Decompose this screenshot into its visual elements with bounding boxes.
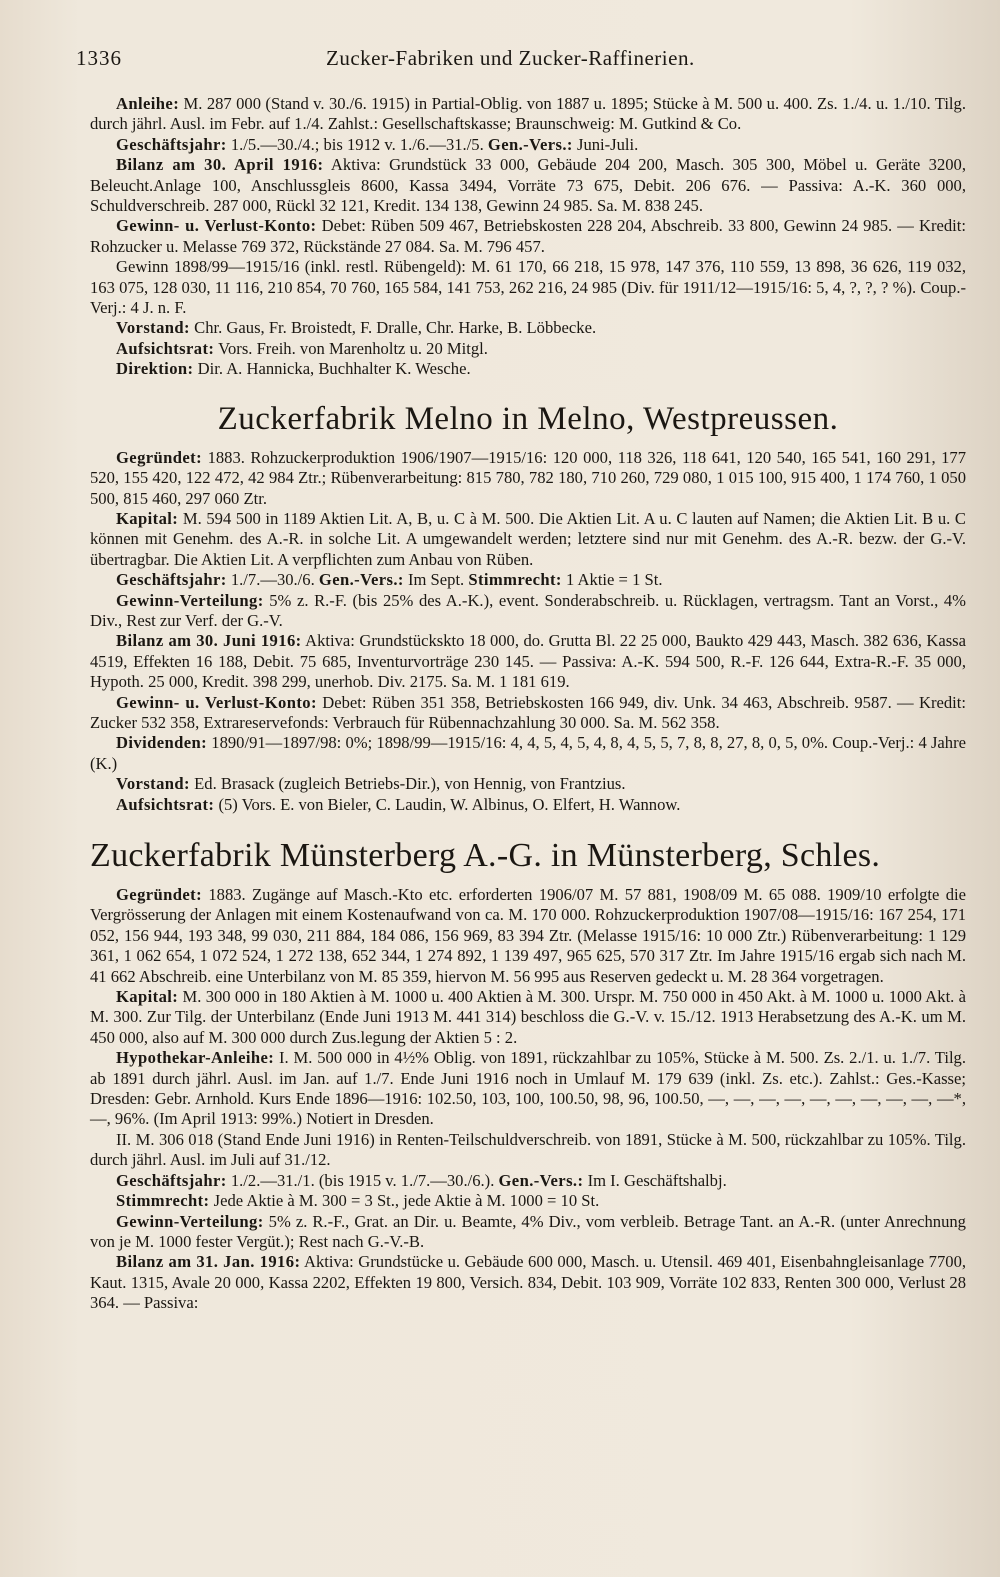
muensterberg-anleihe-label: Hypothekar-Anleihe: xyxy=(116,1048,275,1068)
muensterberg-gegruendet-paragraph xyxy=(90,885,966,987)
direktion-text: Dir. A. Hannicka, Buchhalter K. Wesche. xyxy=(197,359,471,379)
direktion-label: Direktion: xyxy=(116,359,194,379)
muensterberg-gen-vers-label: Gen.-Vers.: xyxy=(498,1170,584,1190)
melno-stimmrecht-label: Stimmrecht: xyxy=(468,570,562,590)
geschaeftsjahr-label: Geschäftsjahr: xyxy=(116,134,227,154)
melno-gewinn-verlust-text: Debet: Rüben 351 358, Betriebskosten 166 949, div. Unk. 34 463, Abschreib. 9587. — Kredit: Zucker 532 358, Extrareservefonds: Verbrauch für Rübennachzahlung 30 000. Sa. M. 562 358. xyxy=(90,692,966,732)
melno-kapital-label: Kapital: xyxy=(116,508,179,528)
muensterberg-gewinn-verteilung-paragraph xyxy=(90,1212,966,1253)
muensterberg-kapital-text: M. 300 000 in 180 Aktien à M. 1000 u. 400 Aktien à M. 300. Urspr. M. 750 000 in 450 Akt. à M. 1000 u. 1000 Akt. à M. 300. Zur Tilg. der Unterbilanz (Ende Juni 1913 M. 441 314) beschloss die G.-V. v. 15./12. 1913 Herabsetzung des A.-K. um M. 450 000, also auf M. 300 000 durch Zus.legung der Aktien 5 : 2. xyxy=(90,987,966,1047)
gewinn-verlust-paragraph xyxy=(90,216,966,257)
melno-gegruendet-text: 1883. Rohzuckerproduktion 1906/1907—1915/16: 120 000, 118 326, 118 641, 120 540, 165 541, 160 291, 177 520, 155 420, 122 472, 42 984 Ztr.; Rübenverarbeitung: 815 780, 782 180, 710 260, 729 080, 1 015 100, 915 400, 1 174 760, 1 050 500, 815 460, 297 060 Ztr. xyxy=(90,447,966,508)
melno-geschaeftsjahr-text: 1./7.—30./6. xyxy=(230,570,315,590)
section-previous-company xyxy=(90,94,966,380)
melno-bilanz-text: Aktiva: Grundstückskto 18 000, do. Grutta Bl. 22 25 000, Baukto 429 443, Masch. 382 636, Kassa 4519, Effekten 16 188, Debit. 75 685, Inventurvorträge 230 145. — Passiva: A.-K. 594 500, R.-F. 126 644, Extra-R.-F. 35 000, Hypoth. 25 000, Kredit. 398 299, unerhob. Div. 2175. Sa. M. 1 181 619. xyxy=(90,631,967,692)
section-melno xyxy=(90,400,966,815)
bilanz-paragraph xyxy=(90,155,966,216)
muensterberg-kapital-label: Kapital: xyxy=(116,987,179,1007)
muensterberg-geschaeftsjahr-text: 1./2.—31./1. (bis 1915 v. 1./7.—30./6.). xyxy=(230,1170,495,1190)
direktion-paragraph xyxy=(90,359,966,379)
vorstand-text: Chr. Gaus, Fr. Broistedt, F. Dralle, Chr. Harke, B. Löbbecke. xyxy=(194,318,597,338)
melno-gen-vers-text: Im Sept. xyxy=(407,570,465,590)
muensterberg-anleihe-paragraph xyxy=(90,1048,966,1130)
muensterberg-stimmrecht-label: Stimmrecht: xyxy=(116,1191,210,1211)
muensterberg-gewinn-verteilung-label: Gewinn-Verteilung: xyxy=(116,1211,264,1231)
anleihe-paragraph xyxy=(90,94,966,135)
vorstand-paragraph xyxy=(90,318,966,338)
muensterberg-geschaeftsjahr-label: Geschäftsjahr: xyxy=(116,1170,227,1190)
melno-gewinn-verteilung-label: Gewinn-Verteilung: xyxy=(116,590,264,610)
gewinn-history-paragraph: Gewinn 1898/99—1915/16 (inkl. restl. Rübengeld): M. 61 170, 66 218, 15 978, 147 376, 110 559, 13 898, 36 626, 119 032, 163 075, 128 030, 11 116, 210 854, 70 760, 165 584, 141 753, 262 216, 24 985 (Div. für 1911/12—1915/16: 5, 4, ?, ?, ? %). Coup.-Verj.: 4 J. n. F. xyxy=(90,257,966,318)
melno-gewinn-verteilung-paragraph xyxy=(90,591,966,632)
melno-gegruendet-label: Gegründet: xyxy=(116,447,203,467)
melno-bilanz-paragraph xyxy=(90,631,966,692)
melno-bilanz-label: Bilanz am 30. Juni 1916: xyxy=(116,631,302,651)
melno-dividenden-label: Dividenden: xyxy=(116,733,208,753)
muensterberg-heading: Zuckerfabrik Münsterberg A.-G. in Münsterberg, Schles. xyxy=(90,837,881,874)
melno-kapital-text: M. 594 500 in 1189 Aktien Lit. A, B, u. C à M. 500. Die Aktien Lit. A u. C lauten auf Namen; die Aktien Lit. B u. C können mit Genehm. des A.-R. in solche Lit. A umgewandelt werden; letztere sind nur mit Genehm. des A.-R. bezw. der G.-V. übertragbar. Die Aktien Lit. A verpflichten zum Anbau von Rüben. xyxy=(90,508,966,569)
aufsichtsrat-label: Aufsichtsrat: xyxy=(116,338,215,358)
muensterberg-bilanz-paragraph xyxy=(90,1252,966,1313)
gen-vers-text: Juni-Juli. xyxy=(576,134,639,154)
melno-geschaeftsjahr-paragraph xyxy=(90,570,966,590)
geschaeftsjahr-paragraph xyxy=(90,135,966,155)
melno-gegruendet-paragraph xyxy=(90,448,966,509)
melno-dividenden-paragraph xyxy=(90,733,966,774)
muensterberg-bilanz-label: Bilanz am 31. Jan. 1916: xyxy=(116,1252,301,1272)
melno-geschaeftsjahr-label: Geschäftsjahr: xyxy=(116,570,227,590)
section-muensterberg xyxy=(90,837,966,1314)
melno-stimmrecht-text: 1 Aktie = 1 St. xyxy=(566,570,663,590)
muensterberg-anleihe-text: I. M. 500 000 in 4½% Oblig. von 1891, rückzahlbar zu 105%, Stücke à M. 500. Zs. 2./1. u. 1./7. Tilg. ab 1891 durch jährl. Ausl. im Jan. auf 1./7. Ende Juni 1916 noch in Umlauf M. 179 639 (inkl. Zs. etc.). Zahlst.: Ges.-Kasse; Dresden: Gebr. Arnhold. Kurs Ende 1896—1916: 102.50, 103, 100, 100.50, 98, 96, 100.50, —, —, —, —, —, —, —, —, —, —*, —, 96%. (Im April 1913: 99%.) Notiert in Dresden. xyxy=(90,1048,967,1129)
aufsichtsrat-paragraph xyxy=(90,339,966,359)
melno-gewinn-verlust-label: Gewinn- u. Verlust-Konto: xyxy=(116,692,317,712)
gewinn-verlust-text: Debet: Rüben 509 467, Betriebskosten 228 204, Abschreib. 33 800, Gewinn 24 985. — Kredit: Rohzucker u. Melasse 769 372, Rückstände 27 084. Sa. M. 796 457. xyxy=(90,216,966,256)
anleihe-text: M. 287 000 (Stand v. 30./6. 1915) in Partial-Oblig. von 1887 u. 1895; Stücke à M. 500 u. 400. Zs. 1./4. u. 1./10. Tilg. durch jährl. Ausl. im Febr. auf 1./4. Zahlst.: Gesellschaftskasse; Braunschweig: M. Gutkind & Co. xyxy=(90,94,966,134)
muensterberg-gewinn-verteilung-text: 5% z. R.-F., Grat. an Dir. u. Beamte, 4% Div., vom verbleib. Betrage Tant. an A.-R. (unter Anrechnung von je M. 1000 fester Vergüt.); Rest nach G.-V.-B. xyxy=(90,1211,966,1251)
melno-aufsichtsrat-label: Aufsichtsrat: xyxy=(116,794,215,814)
bilanz-label: Bilanz am 30. April 1916: xyxy=(116,155,324,175)
melno-dividenden-text: 1890/91—1897/98: 0%; 1898/99—1915/16: 4, 4, 5, 4, 5, 4, 8, 4, 5, 5, 7, 8, 8, 27, 8, 0, 5, 0%. Coup.-Verj.: 4 Jahre (K.) xyxy=(90,733,966,773)
muensterberg-stimmrecht-paragraph xyxy=(90,1191,966,1211)
gewinn-verlust-label: Gewinn- u. Verlust-Konto: xyxy=(116,216,317,236)
muensterberg-stimmrecht-text: Jede Aktie à M. 300 = 3 St., jede Aktie à M. 1000 = 10 St. xyxy=(213,1191,600,1211)
melno-gewinn-verteilung-text: 5% z. R.-F. (bis 25% des A.-K.), event. Sonderabschreib. u. Rücklagen, vertragsm. Tant an Vorst., 4% Div., Rest zur Verf. der G.-V. xyxy=(90,590,966,630)
muensterberg-gegruendet-label: Gegründet: xyxy=(116,885,203,904)
melno-aufsichtsrat-text: (5) Vors. E. von Bieler, C. Laudin, W. Albinus, O. Elfert, H. Wannow. xyxy=(218,794,681,814)
gen-vers-label: Gen.-Vers.: xyxy=(487,134,573,154)
melno-gewinn-verlust-paragraph xyxy=(90,693,966,734)
vorstand-label: Vorstand: xyxy=(116,318,190,338)
running-head: Zucker-Fabriken und Zucker-Raffinerien. xyxy=(326,46,695,70)
melno-gen-vers-label: Gen.-Vers.: xyxy=(318,570,404,590)
page-header xyxy=(76,46,956,76)
muensterberg-geschaeftsjahr-paragraph xyxy=(90,1171,966,1191)
muensterberg-gen-vers-text: Im I. Geschäftshalbj. xyxy=(587,1170,727,1190)
page-content xyxy=(90,94,966,1314)
anleihe-label: Anleihe: xyxy=(116,94,180,113)
muensterberg-bilanz-text: Aktiva: Grundstücke u. Gebäude 600 000, Masch. u. Utensil. 469 401, Eisenbahngleisanlage 7700, Kaut. 1315, Avale 20 000, Kassa 2202, Effekten 19 800, Versich. 834, Debit. 103 909, Vorräte 102 833, Renten 300 000, Verlust 28 364. — Passiva: xyxy=(90,1252,967,1313)
geschaeftsjahr-text: 1./5.—30./4.; bis 1912 v. 1./6.—31./5. xyxy=(230,134,484,154)
muensterberg-anleihe2-paragraph: II. M. 306 018 (Stand Ende Juni 1916) in Renten-Teilschuldverschreib. von 1891, Stücke à M. 500, rückzahlbar zu 105%. Tilg. durch jährl. Ausl. im Juli auf 31./12. xyxy=(90,1129,966,1170)
bilanz-text: Aktiva: Grundstück 33 000, Gebäude 204 200, Masch. 305 300, Möbel u. Geräte 3200, Beleucht.Anlage 100, Anschlussgleis 8600, Kassa 3494, Vorräte 73 675, Debit. 206 676. — Passiva: A.-K. 360 000, Schuldverschreib. 287 000, Rückl 32 121, Kredit. 134 138, Gewinn 24 985. Sa. M. 838 245. xyxy=(90,155,966,216)
muensterberg-kapital-paragraph xyxy=(90,987,966,1048)
aufsichtsrat-text: Vors. Freih. von Marenholtz u. 20 Mitgl. xyxy=(218,338,488,358)
melno-kapital-paragraph xyxy=(90,509,966,570)
muensterberg-gegruendet-text: 1883. Zugänge auf Masch.-Kto etc. erforderten 1906/07 M. 57 881, 1908/09 M. 65 088. 1909/10 erfolgte die Vergrösserung der Anlagen mit einem Kostenaufwand von ca. M. 170 000. Rohzuckerproduktion 1907/08—1915/16: 167 254, 171 052, 156 944, 193 348, 99 030, 211 884, 184 086, 156 969, 83 394 Ztr. (Melasse 1915/16: 10 000 Ztr.) Rübenverarbeitung: 1 129 361, 1 062 654, 1 072 524, 1 272 138, 652 344, 1 274 892, 1 139 497, 965 625, 570 317 Ztr. Im Jahre 1915/16 ergab sich nach M. 41 662 Abschreib. eine Unterbilanz von M. 85 359, hiervon M. 56 995 aus Reserven gedeckt u. M. 28 364 vorgetragen. xyxy=(90,885,966,986)
melno-aufsichtsrat-paragraph xyxy=(90,795,966,815)
melno-vorstand-text: Ed. Brasack (zugleich Betriebs-Dir.), von Hennig, von Frantzius. xyxy=(194,774,626,794)
melno-vorstand-paragraph xyxy=(90,774,966,794)
melno-heading: Zuckerfabrik Melno in Melno, Westpreussen. xyxy=(217,400,839,437)
melno-vorstand-label: Vorstand: xyxy=(116,774,190,794)
page-number: 1336 xyxy=(76,46,122,70)
